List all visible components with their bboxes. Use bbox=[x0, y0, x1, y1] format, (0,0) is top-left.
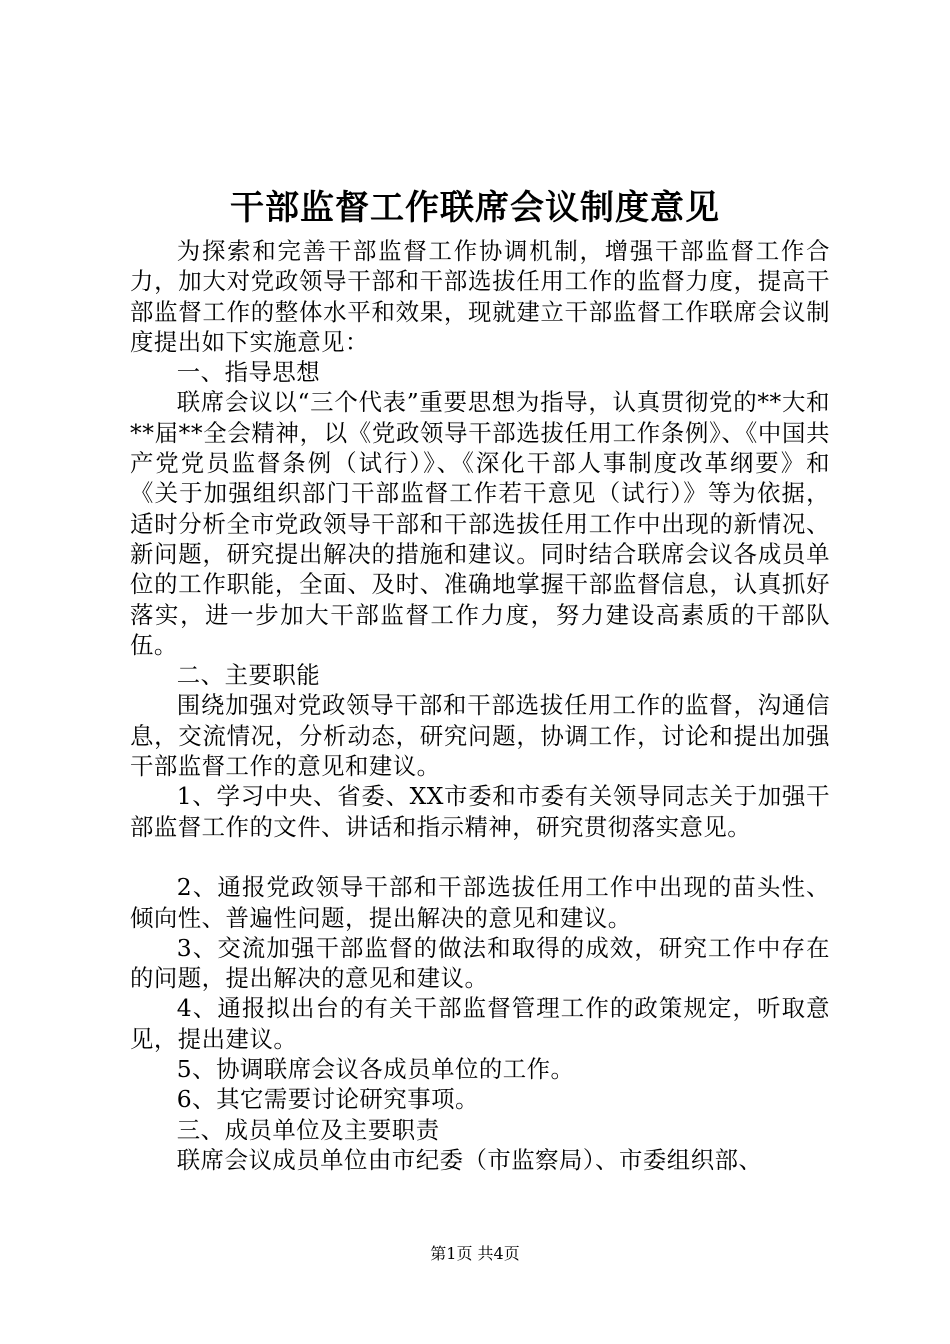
function-item-5: 5、协调联席会议各成员单位的工作。 bbox=[176, 1055, 575, 1084]
page-number-footer: 第1页 共4页 bbox=[430, 1244, 520, 1263]
function-item-6: 6、其它需要讨论研究事项。 bbox=[176, 1085, 479, 1114]
function-item-4: 4、通报拟出台的有关干部监督管理工作的政策规定，听取意见，提出建议。 bbox=[130, 994, 830, 1053]
document-title: 干部监督工作联席会议制度意见 bbox=[230, 188, 720, 228]
function-item-2: 2、通报党政领导干部和干部选拔任用工作中出现的苗头性、倾向性、普遍性问题，提出解决的意见和建议。 bbox=[130, 873, 830, 932]
function-item-1: 1、学习中央、省委、XX市委和市委有关领导同志关于加强干部监督工作的文件、讲话和指示精神，研究贯彻落实意见。 bbox=[130, 782, 830, 841]
section-heading-member-units: 三、成员单位及主要职责 bbox=[176, 1115, 440, 1144]
section-heading-guiding-ideology: 一、指导思想 bbox=[176, 358, 321, 387]
function-item-3: 3、交流加强干部监督的做法和取得的成效，研究工作中存在的问题，提出解决的意见和建议。 bbox=[130, 933, 830, 993]
document-body bbox=[130, 236, 830, 1175]
section-heading-main-functions: 二、主要职能 bbox=[176, 661, 321, 690]
main-functions-paragraph: 围绕加强对党政领导干部和干部选拔任用工作的监督，沟通信息，交流情况，分析动态，研究问题，协调工作，讨论和提出加强干部监督工作的意见和建议。 bbox=[130, 691, 830, 781]
intro-paragraph: 为探索和完善干部监督工作协调机制，增强干部监督工作合力，加大对党政领导干部和干部选拔任用工作的监督力度，提高干部监督工作的整体水平和效果，现就建立干部监督工作联席会议制度提出如下实施意见： bbox=[130, 237, 830, 356]
guiding-ideology-paragraph: 联席会议以“三个代表”重要思想为指导，认真贯彻党的**大和**届**全会精神，以《党政领导干部选拔任用工作条例》、《中国共产党党员监督条例（试行）》、《深化干部人事制度改革纲要》和《关于加强组织部门干部监督工作若干意见（试行）》等为依据，适时分析全市党政领导干部和干部选拔任用工作中出现的新情况、新问题，研究提出解决的措施和建议。同时结合联席会议各成员单位的工作职能，全面、及时、准确地掌握干部监督信息，认真抓好落实，进一步加大干部监督工作力度，努力建设高素质的干部队伍。 bbox=[130, 388, 830, 659]
member-units-paragraph: 联席会议成员单位由市纪委（市监察局）、市委组织部、 bbox=[176, 1145, 763, 1174]
